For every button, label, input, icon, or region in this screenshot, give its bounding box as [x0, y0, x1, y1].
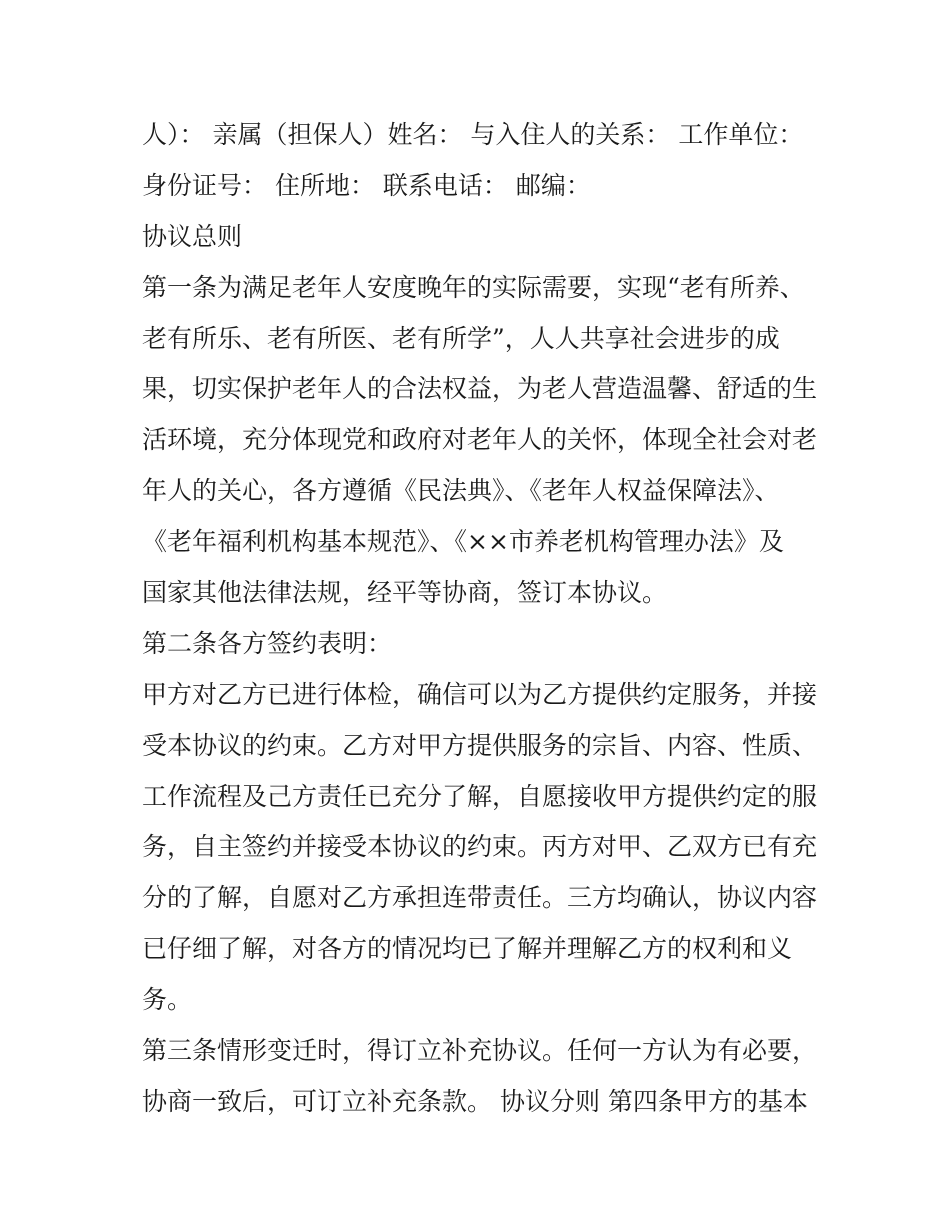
text-line: 果，切实保护老年人的合法权益，为老人营造温馨、舒适的生 — [142, 374, 818, 404]
text-line: 协商一致后，可订立补充条款。 协议分则 第四条甲方的基本 — [142, 1086, 808, 1116]
text-line: 身份证号： 住所地： 联系电话： 邮编： — [142, 170, 591, 200]
text-line: 人）： 亲属（担保人）姓名： 与入住人的关系： 工作单位： — [142, 120, 804, 149]
document-body — [142, 110, 822, 1128]
text-line: 分的了解，自愿对乙方承担连带责任。三方均确认，协议内容 — [142, 883, 818, 913]
text-line: 第三条情形变迁时，得订立补充协议。任何一方认为有必要， — [142, 1036, 818, 1066]
text-line: 活环境，充分体现党和政府对老年人的关怀，体现全社会对老 — [142, 425, 818, 455]
text-line: 务。 — [142, 985, 193, 1015]
section-heading: 协议总则 — [142, 221, 243, 251]
text-line: 工作流程及己方责任已充分了解，自愿接收甲方提供约定的服 — [142, 781, 818, 811]
text-line: 受本协议的约束。乙方对甲方提供服务的宗旨、内容、性质、 — [142, 730, 818, 760]
text-line: 务，自主签约并接受本协议的约束。丙方对甲、乙双方已有充 — [142, 832, 818, 862]
text-line: 第二条各方签约表明： — [142, 628, 393, 658]
text-line: 年人的关心，各方遵循《民法典》、《老年人权益保障法》、 — [142, 476, 780, 506]
text-line: 已仔细了解，对各方的情况均已了解并理解乙方的权利和义 — [142, 934, 793, 964]
text-line: 甲方对乙方已进行体检，确信可以为乙方提供约定服务，并接 — [142, 679, 818, 709]
text-line: 国家其他法律法规，经平等协商，签订本协议。 — [142, 578, 668, 608]
text-line: 第一条为满足老年人安度晚年的实际需要，实现“老有所养、 — [142, 272, 805, 302]
text-line: 《老年福利机构基本规范》、《××市养老机构管理办法》及 — [142, 527, 784, 557]
text-line: 老有所乐、老有所医、老有所学”，人人共享社会进步的成 — [142, 323, 780, 353]
